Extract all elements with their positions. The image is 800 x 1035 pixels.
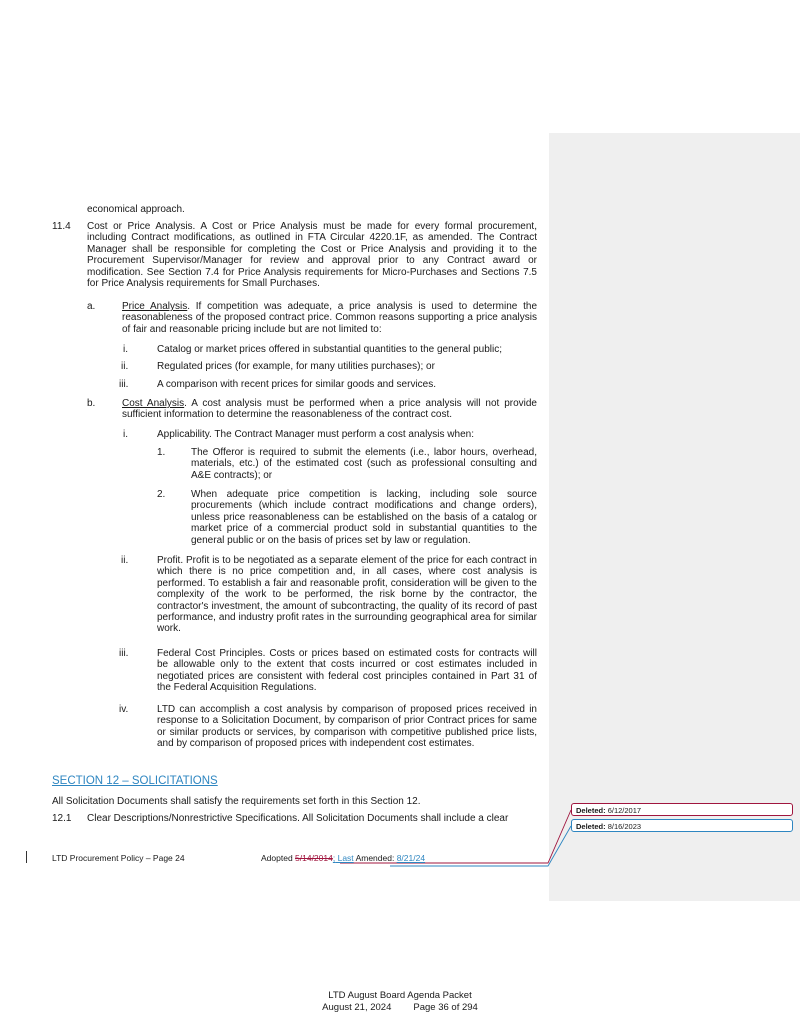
- price-analysis-text: . If competition was adequate, a price analysis is used to determine the reasonableness of the proposed contract price. Common reasons supporting a price analysis of fair and reasonable pricing include but are not limited to:: [122, 301, 538, 335]
- list-marker: a.: [87, 301, 96, 312]
- list-item: The Offeror is required to submit the elements (i.e., labor hours, overhead, materials, etc.) of the estimated cost (such as professional consulting and A&E contracts); or: [191, 447, 537, 481]
- list-marker: 1.: [157, 447, 166, 458]
- deleted-date: 5/14/2014: [295, 853, 333, 863]
- list-marker: b.: [87, 398, 96, 409]
- list-marker: iii.: [119, 379, 129, 390]
- inserted-date: 8/21/24: [396, 853, 426, 863]
- inserted-semicolon: ;: [332, 853, 336, 863]
- footer-page-label: LTD Procurement Policy – Page 24: [52, 853, 185, 863]
- section-number: 12.1: [52, 813, 72, 824]
- inserted-last: Last: [335, 853, 354, 863]
- federal-cost-principles-paragraph: Federal Cost Principles. Costs or prices based on estimated costs for contracts will be allowable only to the extent that costs incurred or cost estimates included in negotiated prices are consistent with federal cost principles contained in Part 31 of the Federal Acquisition Regulations.: [157, 648, 537, 694]
- list-marker: ii.: [121, 361, 129, 372]
- cost-analysis-title: Cost Analysis: [122, 398, 185, 409]
- list-marker: iv.: [119, 704, 129, 715]
- list-marker: ii.: [121, 555, 129, 566]
- packet-page: Page 36 of 294: [413, 1002, 478, 1013]
- packet-title: LTD August Board Agenda Packet: [328, 990, 472, 1001]
- comment-label: Deleted:: [576, 806, 606, 815]
- section-12-1-text: Clear Descriptions/Nonrestrictive Specifications. All Solicitation Documents shall include a clear: [87, 813, 509, 824]
- change-bar: [26, 851, 27, 863]
- packet-date-page: [0, 1002, 800, 1013]
- applicability-text: Applicability. The Contract Manager must perform a cost analysis when:: [157, 429, 474, 440]
- section-12-heading[interactable]: SECTION 12 – SOLICITATIONS: [52, 775, 218, 787]
- price-analysis-title: Price Analysis: [122, 301, 188, 312]
- comment-value: 8/16/2023: [607, 822, 642, 831]
- adopted-label: Adopted: [261, 853, 296, 863]
- profit-paragraph: Profit. Profit is to be negotiated as a separate element of the price for each contract in which there is no price competition and, in all cases, where cost analysis is performed. To establish a fair and reasonable profit, consideration will be given to the complexity of the work to be performed, the risk borne by the contractor, the contractor's investment, the amount of subcontracting, the quality of its record of past performance, and industry profit rates in the surrounding geographical area for similar work.: [157, 555, 537, 635]
- footer-revision-line: [261, 853, 425, 863]
- comparison-paragraph: LTD can accomplish a cost analysis by comparison of proposed prices received in response to a Solicitation Document, by comparison of prior Contract prices for same or similar products or services, by comparison with competitive published price lists, and by comparison of proposed prices with independent cost estimates.: [157, 704, 537, 750]
- list-item: Catalog or market prices offered in substantial quantities to the general public;: [157, 344, 503, 355]
- carry-over-text: economical approach.: [87, 204, 185, 215]
- cost-analysis-paragraph: [122, 398, 537, 421]
- cost-analysis-text: . A cost analysis must be performed when a price analysis will not provide sufficient information to determine the reasonableness of the contract cost.: [122, 398, 537, 421]
- price-analysis-paragraph: [122, 301, 537, 335]
- comment-value: 6/12/2017: [607, 806, 642, 815]
- list-item: Regulated prices (for example, for many utilities purchases); or: [157, 361, 435, 372]
- list-item: When adequate price competition is lacking, including sole source procurements (which include contract modifications and change orders), unless price reasonableness can be established on the basis of a catalog or market price of a commercial product sold in substantial quantities to the general public or on the basis of prices set by law or regulation.: [191, 489, 537, 546]
- list-item: A comparison with recent prices for similar goods and services.: [157, 379, 437, 390]
- section-number: 11.4: [52, 221, 71, 232]
- amended-label: Amended:: [353, 853, 397, 863]
- list-marker: i.: [123, 344, 128, 355]
- section-11-4-paragraph: Cost or Price Analysis. A Cost or Price Analysis must be made for every formal procurement, including Contract modifications, as outlined in FTA Circular 4220.1F, as amended. The Contract Manager shall be responsible for completing the Cost or Price Analysis and providing it to the Procurement Supervisor/Manager for review and approval prior to any Contract award or modification. See Section 7.4 for Price Analysis requirements for Micro-Purchases and Sections 7.5 for Price Analysis requirements for Small Purchases.: [87, 221, 537, 290]
- list-marker: 2.: [157, 489, 166, 500]
- list-marker: iii.: [119, 648, 129, 659]
- packet-date: August 21, 2024: [322, 1002, 392, 1013]
- list-marker: i.: [123, 429, 128, 440]
- section-12-intro: All Solicitation Documents shall satisfy the requirements set forth in this Section 12.: [52, 796, 421, 807]
- comment-label: Deleted:: [576, 822, 606, 831]
